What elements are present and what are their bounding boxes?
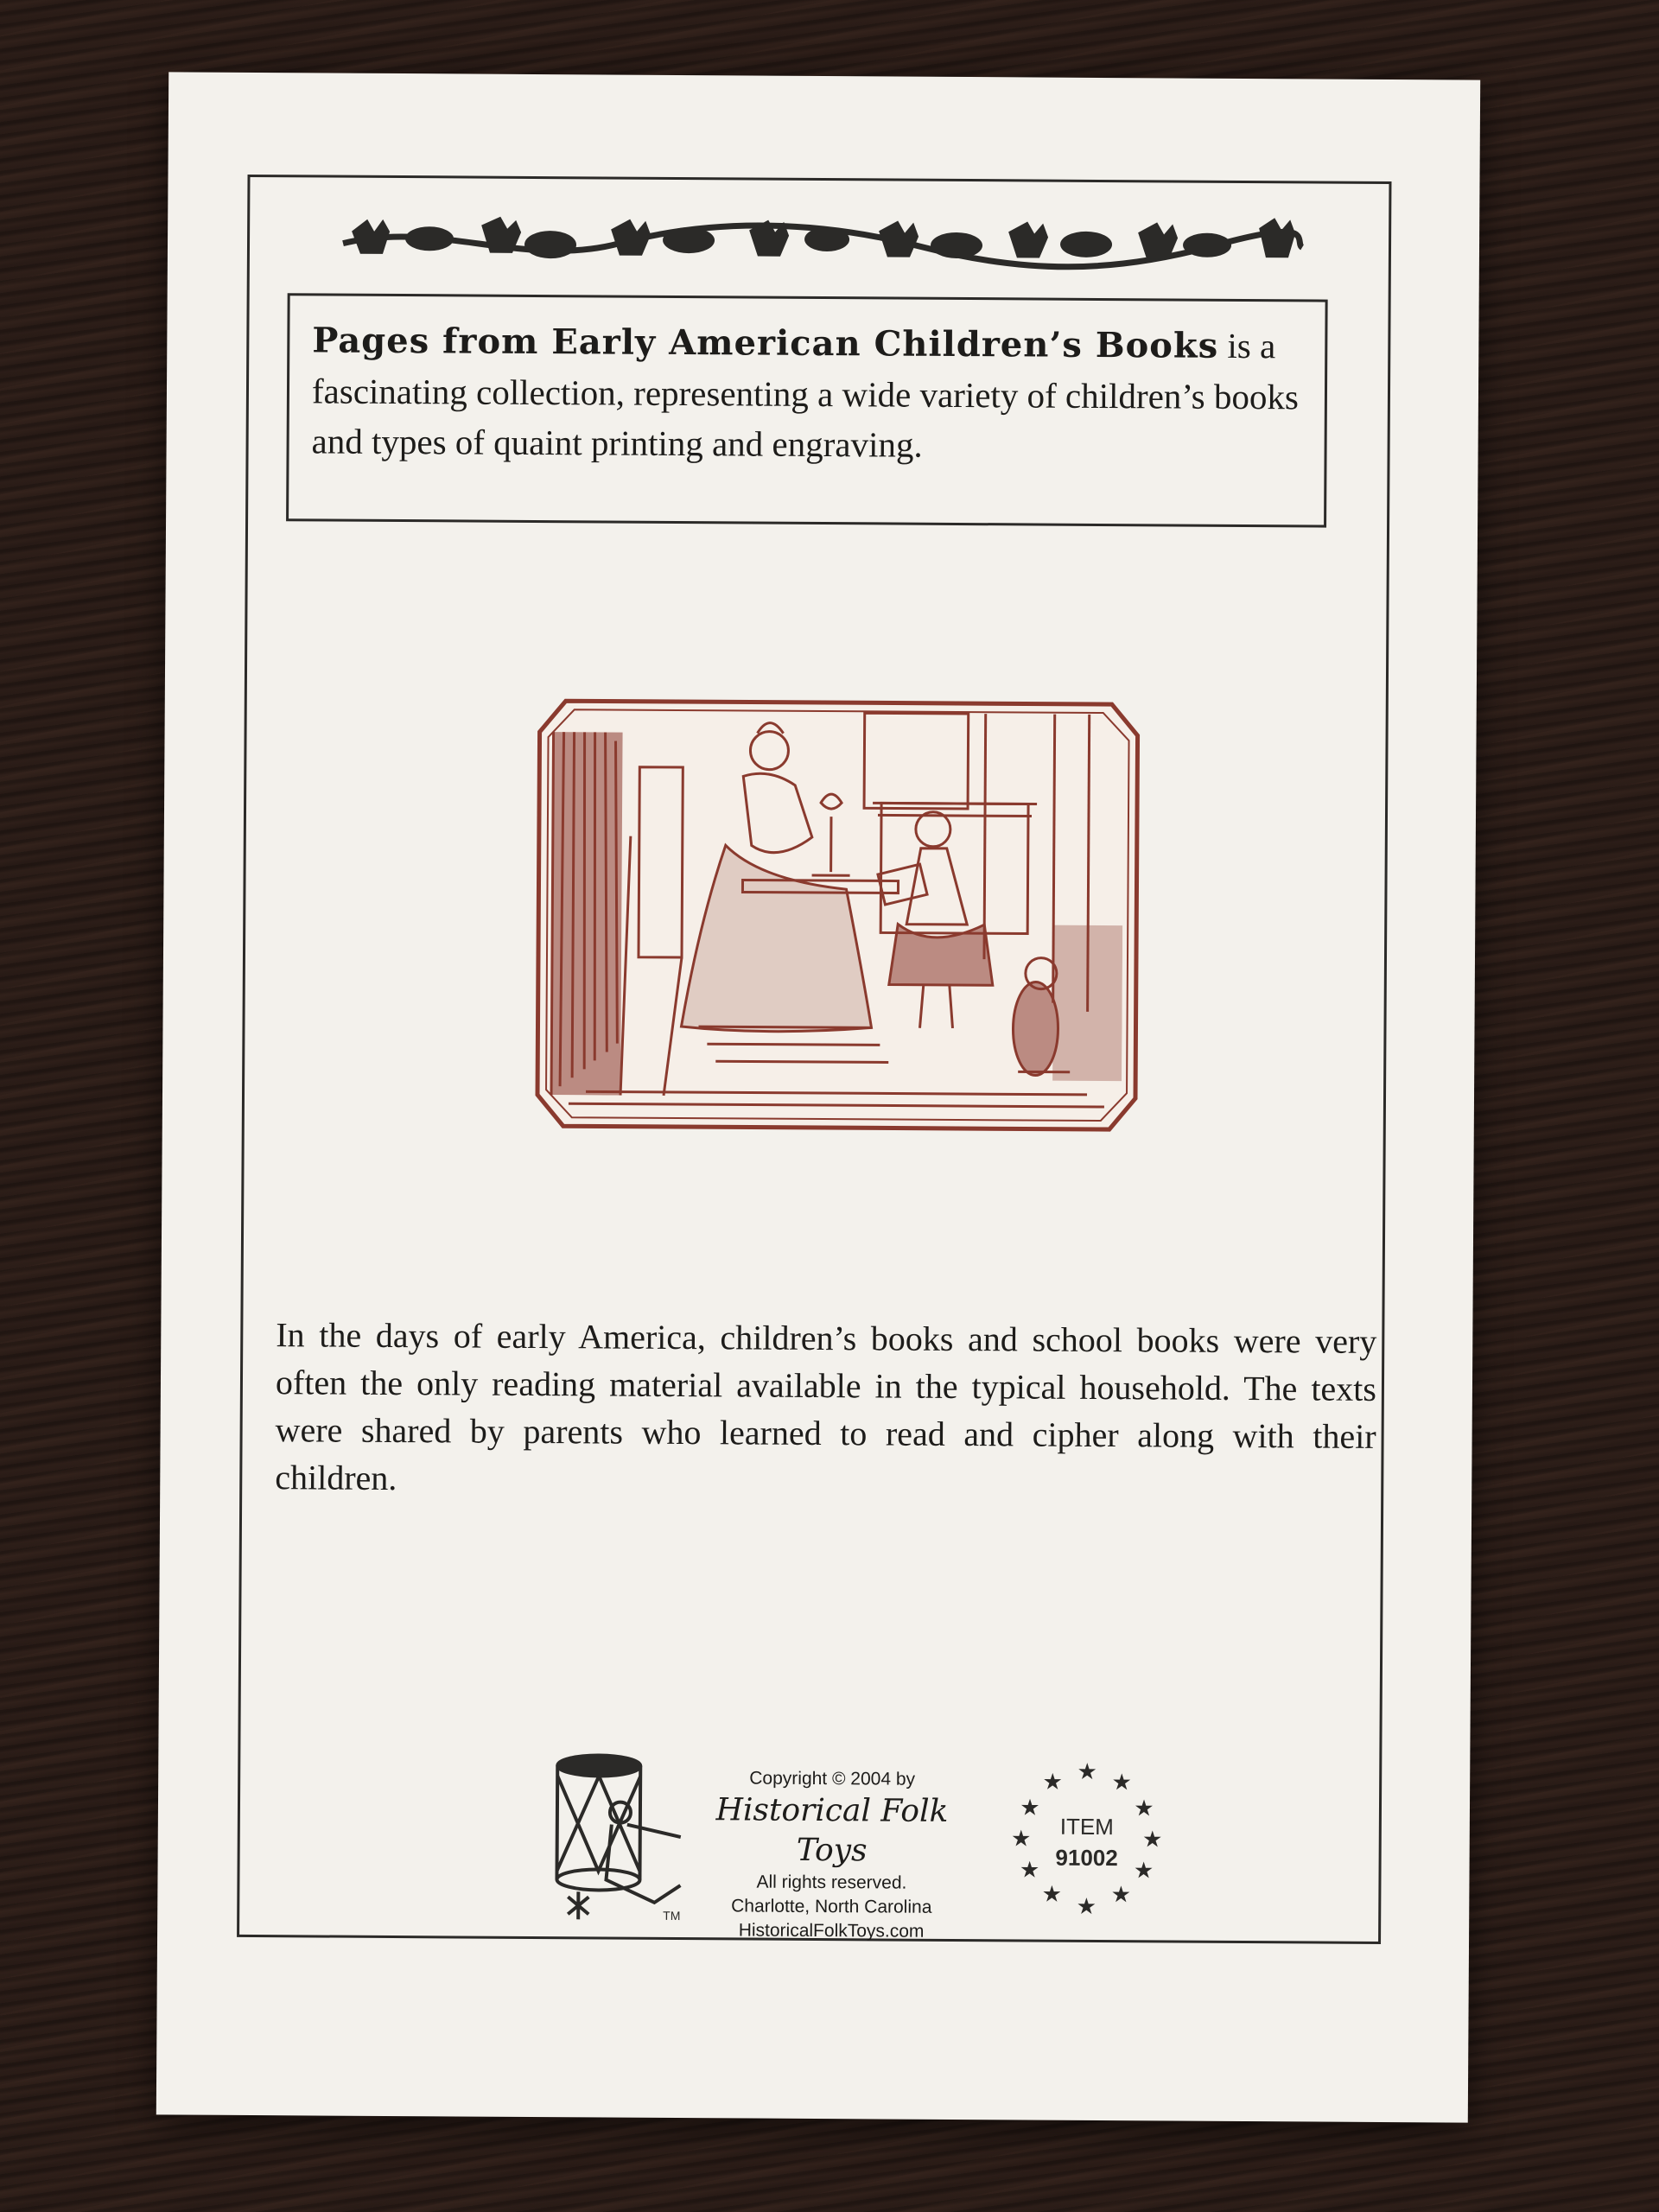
book-title: Pages from Early American Children’s Books [312, 320, 1219, 366]
svg-text:★: ★ [1019, 1857, 1040, 1884]
svg-text:★: ★ [1076, 1893, 1097, 1920]
svg-text:★: ★ [1041, 1881, 1063, 1908]
svg-text:★: ★ [1077, 1758, 1097, 1785]
svg-text:★: ★ [1110, 1882, 1132, 1909]
svg-text:★: ★ [1142, 1827, 1163, 1853]
intro-text-box [286, 293, 1328, 527]
svg-text:★: ★ [1134, 1796, 1154, 1822]
brand-name: Historical Folk Toys [715, 1792, 949, 1869]
publisher-footer [550, 1750, 1208, 1944]
svg-text:★: ★ [1011, 1826, 1032, 1853]
trademark-mark: TM [663, 1908, 681, 1923]
rights-line: All rights reserved. [756, 1872, 907, 1893]
mother-child-engraving-illustration [534, 697, 1141, 1133]
back-cover-page [156, 72, 1480, 2122]
svg-text:★: ★ [1133, 1858, 1154, 1885]
item-label: ITEM [1059, 1813, 1114, 1840]
svg-text:★: ★ [1111, 1770, 1132, 1796]
location-line: Charlotte, North Carolina [731, 1896, 932, 1917]
svg-text:★: ★ [1020, 1795, 1040, 1821]
intro-description: is a fascinating collection, representing a wide variety of children’s books and types of quaint printing and engraving. [311, 325, 1300, 465]
tulip-vine-ornament-icon [334, 202, 1310, 284]
star-circle-badge-icon [1000, 1752, 1173, 1926]
history-paragraph: In the days of early America, children’s books and school books were very often the only reading material available in the typical household. The texts were shared by parents who learned to read and cipher along with their children. [275, 1315, 1377, 1498]
item-number: 91002 [1055, 1844, 1118, 1872]
copyright-block [689, 1766, 975, 1944]
website-line: HistoricalFolkToys.com [738, 1920, 925, 1942]
svg-text:★: ★ [1042, 1769, 1063, 1796]
border-frame [237, 175, 1391, 1944]
copyright-line: Copyright © 2004 by [749, 1768, 916, 1789]
drum-and-doll-logo-icon [550, 1750, 690, 1923]
